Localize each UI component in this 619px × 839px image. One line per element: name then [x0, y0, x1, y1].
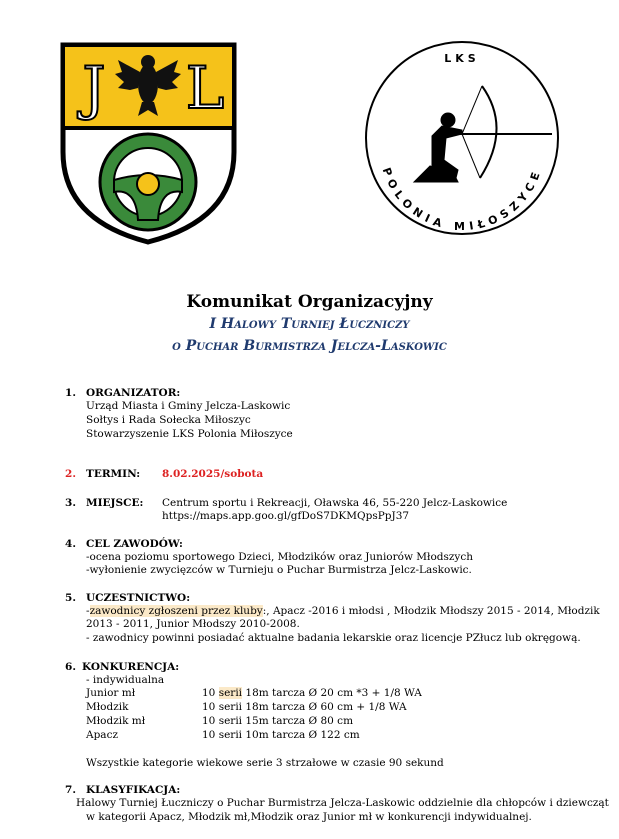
section1-label: ORGANIZATOR: [86, 387, 181, 399]
section5-line: 2013 - 2011, Junior Młodszy 2010-2008. [86, 618, 300, 630]
category-name: Junior mł [86, 687, 136, 699]
section7-label: KLASYFIKACJA: [86, 784, 181, 796]
letter-j: J [82, 54, 106, 122]
section7-number: 7. [65, 784, 76, 796]
section1-line: Stowarzyszenie LKS Polonia Miłoszyce [86, 428, 293, 440]
subtitle-line1: I Halowy Turniej Łuczniczy [209, 316, 410, 332]
section4-line: -wyłonienie zwycięzców w Turnieju o Puchar Burmistrza Jelcz-Laskowic. [86, 564, 472, 576]
section6-number: 6. [65, 661, 76, 673]
section1-line: Urząd Miasta i Gminy Jelcza-Laskowic [86, 400, 291, 412]
section4-label: CEL ZAWODÓW: [86, 538, 183, 550]
category-name: Młodzik mł [86, 715, 146, 727]
section5-line: - zawodnicy powinni posiadać aktualne badania lekarskie oraz licencje PZłucz lub okręgową. [86, 632, 581, 644]
club-logo-top-text: LKS [444, 52, 480, 65]
category-desc: 10 serii 15m tarcza Ø 80 cm [202, 715, 354, 727]
section3-map-link[interactable]: https://maps.app.goo.gl/gfDoS7DKMQpsPpJ37 [162, 510, 410, 522]
category-desc: 10 serii 18m tarcza Ø 20 cm *3 + 1/8 WA [202, 687, 422, 699]
category-name: Apacz [86, 729, 118, 741]
section5-line: -zawodnicy zgłoszeni przez kluby:, Apacz -2016 i młodsi , Młodzik Młodszy 2015 - 2014, Młodzik [86, 605, 600, 617]
section1-number: 1. [65, 387, 76, 399]
section3-address: Centrum sportu i Rekreacji, Oławska 46, 55-220 Jelcz-Laskowice [162, 497, 508, 509]
highlight: zawodnicy zgłoszeni przez kluby [89, 605, 263, 617]
letter-l: L [185, 54, 225, 122]
category-desc: 10 serii 18m tarcza Ø 60 cm + 1/8 WA [202, 701, 407, 713]
section2-number: 2. [65, 468, 76, 480]
club-logo-bottom-text: POLONIA MIŁOSZYCE [379, 165, 545, 234]
steering-wheel-icon [100, 134, 196, 230]
subtitle-line2: o Puchar Burmistrza Jelcza-Laskowic [172, 338, 447, 354]
section5-label: UCZESTNICTWO: [86, 592, 191, 604]
section4-line: -ocena poziomu sportowego Dzieci, Młodzików oraz Juniorów Młodszych [86, 551, 473, 563]
section6-label: KONKURENCJA: [82, 661, 180, 673]
section1-line: Sołtys i Rada Sołecka Miłoszyc [86, 414, 251, 426]
section2-label: TERMIN: [86, 468, 141, 480]
club-logo [362, 38, 562, 238]
section6-intro: - indywidualna [86, 674, 165, 686]
coat-of-arms-logo [60, 42, 237, 245]
section3-label: MIEJSCE: [86, 497, 144, 509]
section3-number: 3. [65, 497, 76, 509]
category-desc: 10 serii 10m tarcza Ø 122 cm [202, 729, 360, 741]
section7-line: w kategorii Apacz, Młodzik mł,Młodzik oraz Junior mł w konkurencji indywidualnej. [86, 811, 532, 823]
category-name: Młodzik [86, 701, 129, 713]
section5-number: 5. [65, 592, 76, 604]
section2-date: 8.02.2025/sobota [162, 468, 264, 480]
section4-number: 4. [65, 538, 76, 550]
highlight: serii [218, 687, 243, 699]
document-title: Komunikat Organizacyjny [186, 292, 433, 312]
section6-note: Wszystkie kategorie wiekowe serie 3 strzałowe w czasie 90 sekund [86, 757, 444, 769]
section7-line: Halowy Turniej Łuczniczy o Puchar Burmistrza Jelcza-Laskowic oddzielnie dla chłopców i dziewcząt [76, 797, 609, 809]
